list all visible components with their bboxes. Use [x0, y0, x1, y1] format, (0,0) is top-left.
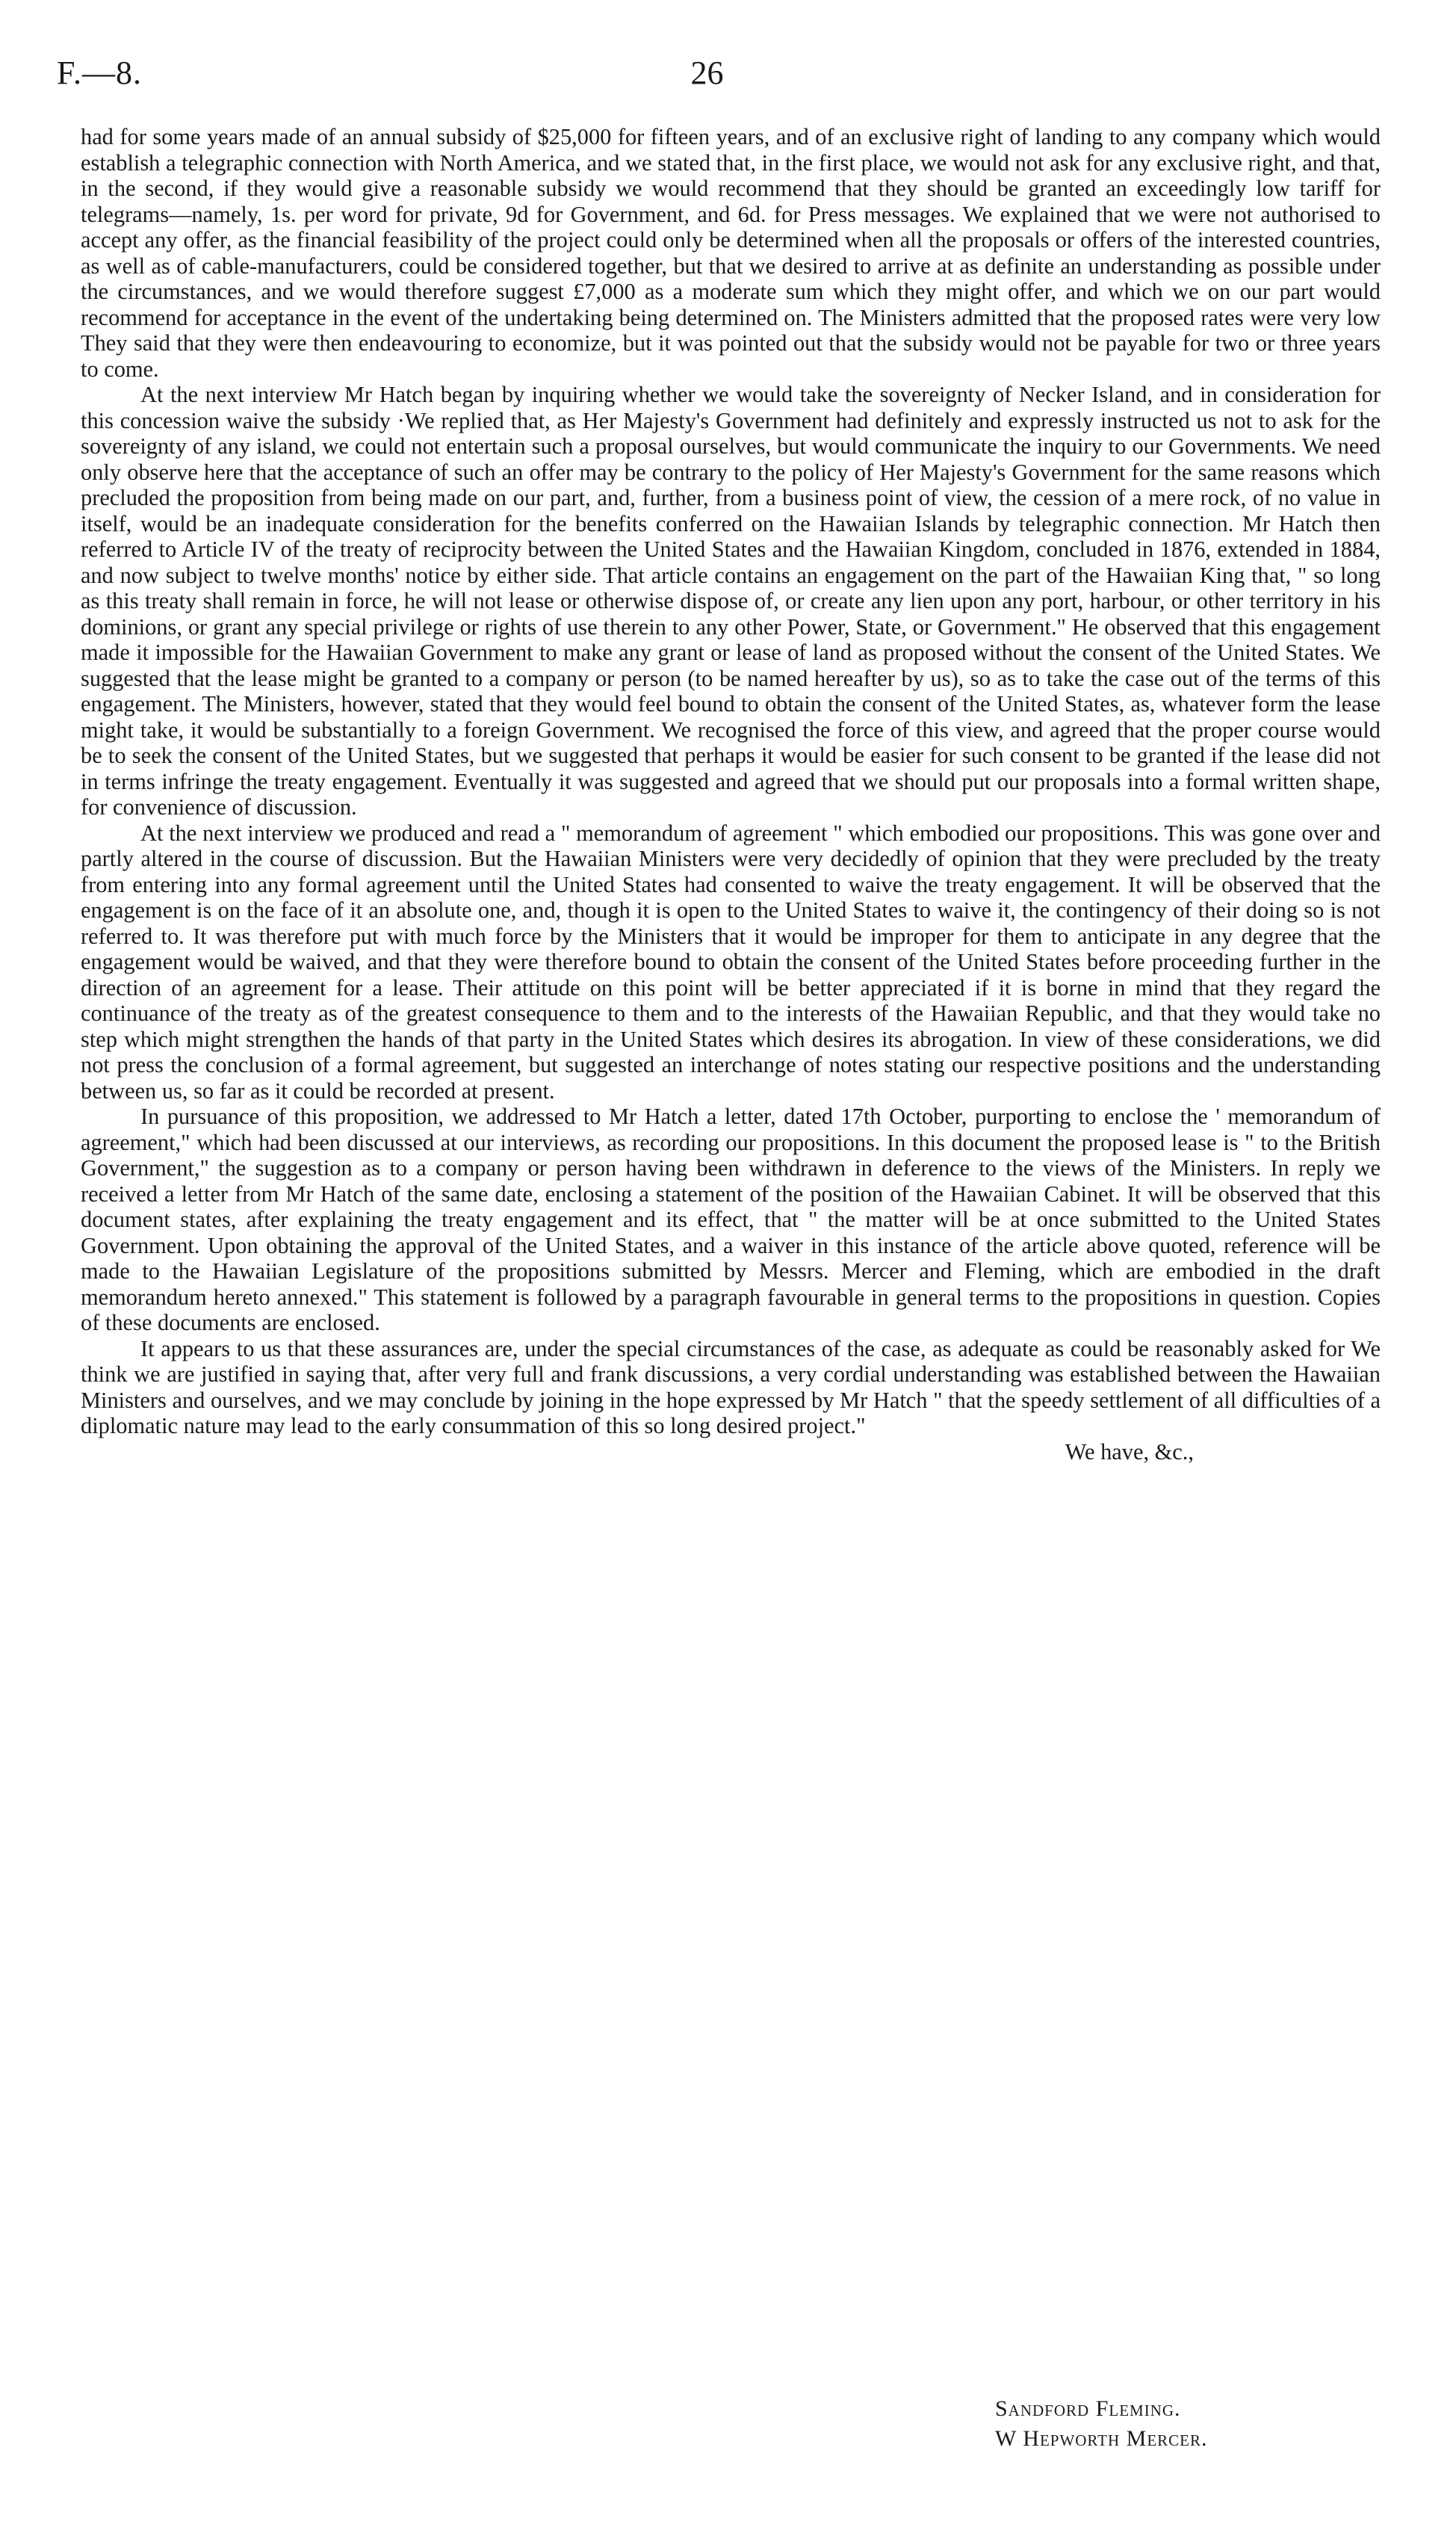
signature-mercer: W Hepworth Mercer.: [995, 2426, 1208, 2451]
signature-block: [995, 2394, 1208, 2454]
paragraph-2: At the next interview Mr Hatch began by inquiring whether we would take the sovereignty of Necker Island, and in consideration for this concession waive the subsidy ·We replied that, as Her Majesty's Government had definitely and expressly instructed us not to ask for the sovereignty of any island, we could not entertain such a proposal ourselves, but would communicate the inquiry to our Governments. We need only observe here that the acceptance of such an offer may be contrary to the policy of Her Majesty's Government for the same reasons which precluded the proposition from being made on our part, and, further, from a business point of view, the cession of a mere rock, of no value in itself, would be an inadequate consideration for the benefits conferred on the Hawaiian Islands by telegraphic connection. Mr Hatch then referred to Article IV of the treaty of reciprocity between the United States and the Hawaiian Kingdom, concluded in 1876, extended in 1884, and now subject to twelve months' notice by either side. That article contains an engagement on the part of the Hawaiian King that, " so long as this treaty shall remain in force, he will not lease or otherwise dispose of, or create any lien upon any port, harbour, or other territory in his dominions, or grant any special privilege or rights of use therein to any other Power, State, or Government." He observed that this engagement made it impossible for the Hawaiian Government to make any grant or lease of land as proposed without the consent of the United States. We suggested that the lease might be granted to a company or person (to be named hereafter by us), so as to take the case out of the terms of this engagement. The Ministers, however, stated that they would feel bound to obtain the consent of the United States, as, whatever form the lease might take, it would be substantially to a foreign Government. We recognised the force of this view, and agreed that the proper course would be to seek the consent of the United States, but we suggested that perhaps it would be easier for such consent to be granted if the lease did not in terms infringe the treaty engagement. Eventually it was suggested and agreed that we should put our proposals into a formal written shape, for convenience of discussion.: [81, 382, 1381, 820]
paragraph-3: At the next interview we produced and read a " memorandum of agreement " which embodied our propositions. This was gone over and partly altered in the course of discussion. But the Hawaiian Ministers were very decidedly of opinion that they were precluded by the treaty from entering into any formal agreement until the United States had consented to waive the treaty engagement. It will be observed that the engagement is on the face of it an absolute one, and, though it is open to the United States to waive it, the contingency of their doing so is not referred to. It was therefore put with much force by the Ministers that it would be improper for them to anticipate in any degree that the engagement would be waived, and that they were therefore bound to obtain the consent of the United States before proceeding further in the direction of an agreement for a lease. Their attitude on this point will be better appreciated if it is borne in mind that they regard the continuance of the treaty as of the greatest consequence to them and to the interests of the Hawaiian Republic, and that they would take no step which might strengthen the hands of that party in the United States which desires its abrogation. In view of these considerations, we did not press the conclusion of a formal agreement, but suggested an interchange of notes stating our respective positions and the understanding between us, so far as it could be recorded at present.: [81, 820, 1381, 1104]
paragraph-4: In pursuance of this proposition, we addressed to Mr Hatch a letter, dated 17th October, purporting to enclose the ' memorandum of agreement," which had been discussed at our interviews, as recording our propositions. In this document the proposed lease is " to the British Government," the suggestion as to a company or person having been withdrawn in deference to the views of the Ministers. In reply we received a letter from Mr Hatch of the same date, enclosing a statement of the position of the Hawaiian Cabinet. It will be observed that this document states, after explaining the treaty engagement and its effect, that " the matter will be at once submitted to the United States Government. Upon obtaining the approval of the United States, and a waiver in this instance of the article above quoted, reference will be made to the Hawaiian Legislature of the propositions submitted by Messrs. Mercer and Fleming, which are embodied in the draft memorandum hereto annexed." This statement is followed by a paragraph favourable in general terms to the propositions in question. Copies of these documents are enclosed.: [81, 1104, 1381, 1335]
paragraph-1: had for some years made of an annual subsidy of $25,000 for fifteen years, and of an exclusive right of landing to any company which would establish a telegraphic connection with North America, and we stated that, in the first place, we would not ask for any exclusive right, and that, in the second, if they would give a reasonable subsidy we would recommend that they should be granted an exceedingly low tariff for telegrams—namely, 1s. per word for private, 9d for Government, and 6d. for Press messages. We explained that we were not authorised to accept any offer, as the financial feasibility of the project could only be determined when all the proposals or offers of the interested countries, as well as of cable-manufacturers, could be considered together, but that we desired to arrive at as definite an understanding as possible under the circumstances, and we would therefore suggest £7,000 as a moderate sum which they might offer, and which we on our part would recommend for acceptance in the event of the undertaking being determined on. The Ministers admitted that the proposed rates were very low They said that they were then endeavouring to economize, but it was pointed out that the subsidy would not be payable for two or three years to come.: [81, 124, 1381, 382]
body-text: [81, 124, 1381, 1465]
document-code: F.—8.: [57, 55, 142, 91]
page-number: 26: [690, 55, 724, 91]
paragraph-5: It appears to us that these assurances are, under the special circumstances of the case, as adequate as could be reasonably asked for We think we are justified in saying that, after very full and frank discussions, a very cordial understanding was established between the Hawaiian Ministers and ourselves, and we may conclude by joining in the hope expressed by Mr Hatch " that the speedy settlement of all difficulties of a diplomatic nature may lead to the early consummation of this so long desired project.": [81, 1335, 1381, 1438]
page-header: [57, 54, 1387, 106]
signature-fleming: Sandford Fleming.: [995, 2396, 1181, 2421]
closing-line: We have, &c.,: [1065, 1438, 1194, 1465]
